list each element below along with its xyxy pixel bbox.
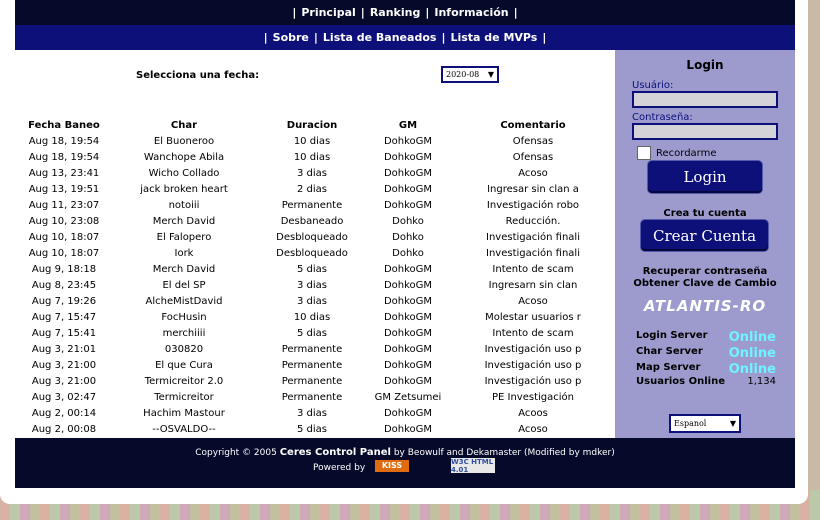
user-label: Usuário:: [632, 80, 674, 91]
cell-duracion: [261, 149, 363, 165]
cell-char-text: Hachim Mastour: [143, 407, 225, 419]
nav-lista-baneados[interactable]: Lista de Baneados: [322, 31, 437, 44]
cell-gm: [363, 197, 453, 213]
date-filter-label: Selecciona una fecha:: [136, 70, 260, 81]
remember-label: Recordarme: [656, 148, 717, 159]
cell-fecha-text: Aug 18, 19:54: [28, 135, 100, 147]
cell-char-text: 030820: [164, 343, 204, 355]
cell-char-text: El Falopero: [156, 231, 212, 243]
cell-duracion: [261, 197, 363, 213]
cell-char: [107, 293, 261, 309]
table-row: [21, 133, 613, 149]
cell-gm-text: DohkoGM: [383, 199, 433, 211]
cell-comentario-text: Investigación uso p: [484, 343, 582, 355]
cell-comentario-text: Acoos: [518, 407, 548, 419]
nav-separator: |: [360, 6, 365, 19]
cell-comentario: [453, 261, 613, 277]
server-status-map: [636, 362, 776, 377]
nav-separator: |: [263, 31, 268, 44]
cell-gm-text: DohkoGM: [383, 151, 433, 163]
cell-char: [107, 261, 261, 277]
cell-fecha-text: Aug 7, 15:41: [31, 327, 97, 339]
users-online-count: 1,134: [747, 376, 776, 387]
cell-gm: [363, 213, 453, 229]
cell-comentario-text: Ingresarn sin clan: [488, 279, 578, 291]
cell-char: [107, 213, 261, 229]
cell-duracion: [261, 373, 363, 389]
cell-gm: [363, 325, 453, 341]
login-button[interactable]: Login: [648, 161, 762, 193]
server-status-login: [636, 330, 776, 345]
password-input[interactable]: [632, 123, 778, 140]
cell-gm: [363, 229, 453, 245]
cell-comentario-text: Reducción.: [505, 215, 561, 227]
cell-duracion-text: Permanente: [281, 375, 343, 387]
cell-fecha: [21, 165, 107, 181]
cell-gm-text: DohkoGM: [383, 343, 433, 355]
cell-fecha-text: Aug 11, 23:07: [28, 199, 100, 211]
table-row: [21, 325, 613, 341]
date-select[interactable]: [441, 66, 499, 83]
cell-comentario: [453, 245, 613, 261]
cell-gm: [363, 181, 453, 197]
cell-char-text: Wanchope Abila: [143, 151, 225, 163]
cell-duracion-text: 10 dias: [293, 135, 331, 147]
password-label: Contraseña:: [632, 112, 693, 123]
nav-separator: |: [425, 6, 430, 19]
server-name: Map Server: [636, 362, 701, 373]
table-row: [21, 341, 613, 357]
language-select-value: Espanol: [674, 419, 707, 428]
server-name: Char Server: [636, 346, 703, 357]
cell-duracion-text: 5 dias: [296, 263, 327, 275]
cell-duracion: [261, 261, 363, 277]
cell-char-text: FocHusin: [161, 311, 207, 323]
header-comentario: Comentario: [500, 120, 566, 131]
cell-duracion: [261, 309, 363, 325]
cell-char-text: merchiiii: [162, 327, 206, 339]
table-row: [21, 293, 613, 309]
cell-duracion-text: 10 dias: [293, 151, 331, 163]
cell-duracion: [261, 277, 363, 293]
cell-char: [107, 357, 261, 373]
cell-comentario-text: Intento de scam: [492, 327, 574, 339]
cell-duracion: [261, 213, 363, 229]
cell-duracion: [261, 421, 363, 437]
cell-char-text: Termicreitor: [154, 391, 214, 403]
cell-comentario-text: Acoso: [518, 295, 548, 307]
cell-fecha: [21, 325, 107, 341]
sub-nav: [15, 25, 795, 50]
table-header-row: [21, 118, 613, 133]
cell-duracion: [261, 325, 363, 341]
cell-char-text: AlcheMistDavid: [145, 295, 223, 307]
cell-fecha: [21, 341, 107, 357]
cell-duracion: [261, 293, 363, 309]
cell-char: [107, 309, 261, 325]
cell-fecha-text: Aug 18, 19:54: [28, 151, 100, 163]
cell-char-text: Wicho Collado: [148, 167, 220, 179]
cell-duracion-text: 5 dias: [296, 327, 327, 339]
cell-fecha: [21, 389, 107, 405]
server-status: Online: [728, 362, 776, 377]
server-status: Online: [728, 346, 776, 361]
cell-fecha-text: Aug 7, 19:26: [31, 295, 97, 307]
cell-comentario: [453, 181, 613, 197]
cell-char-text: Merch David: [152, 263, 216, 275]
cell-duracion: [261, 181, 363, 197]
table-row: [21, 389, 613, 405]
cell-fecha-text: Aug 9, 18:18: [31, 263, 97, 275]
cell-comentario-text: Acoso: [518, 167, 548, 179]
cell-gm-text: DohkoGM: [383, 311, 433, 323]
table-row: [21, 245, 613, 261]
cell-char: [107, 149, 261, 165]
header-char: Char: [170, 120, 198, 131]
nav-separator: |: [441, 31, 446, 44]
table-row: [21, 421, 613, 437]
cell-gm: [363, 133, 453, 149]
cell-gm: [363, 261, 453, 277]
cell-duracion-text: 5 dias: [296, 423, 327, 435]
server-name: Login Server: [636, 330, 708, 341]
recover-links: [615, 266, 795, 290]
cell-comentario: [453, 213, 613, 229]
cell-comentario: [453, 405, 613, 421]
cell-char: [107, 229, 261, 245]
header-fecha: Fecha Baneo: [28, 120, 100, 131]
cell-duracion: [261, 341, 363, 357]
cell-char: [107, 165, 261, 181]
cell-gm: [363, 277, 453, 293]
cell-comentario-text: Investigación uso p: [484, 359, 582, 371]
cell-fecha: [21, 421, 107, 437]
cell-char-text: jack broken heart: [140, 183, 228, 195]
cell-comentario: [453, 309, 613, 325]
cell-gm-text: DohkoGM: [383, 167, 433, 179]
cell-fecha-text: Aug 3, 21:01: [31, 343, 97, 355]
nav-separator: |: [542, 31, 547, 44]
cell-duracion-text: Desbloqueado: [276, 231, 348, 243]
cell-duracion-text: 2 dias: [296, 183, 327, 195]
cell-char-text: El que Cura: [155, 359, 213, 371]
nav-lista-mvps[interactable]: Lista de MVPs: [450, 31, 538, 44]
cell-comentario: [453, 373, 613, 389]
server-status: Online: [728, 330, 776, 345]
cell-fecha-text: Aug 3, 21:00: [31, 375, 97, 387]
nav-separator: |: [513, 6, 518, 19]
cell-char: [107, 245, 261, 261]
cell-fecha: [21, 149, 107, 165]
cell-gm: [363, 389, 453, 405]
cell-char-text: --OSVALDO--: [152, 423, 216, 435]
table-row: [21, 229, 613, 245]
cell-fecha-text: Aug 3, 21:00: [31, 359, 97, 371]
cell-comentario: [453, 277, 613, 293]
nav-ranking[interactable]: Ranking: [369, 6, 421, 19]
cell-fecha-text: Aug 3, 02:47: [31, 391, 97, 403]
recover-password-link[interactable]: Recuperar contraseña: [642, 266, 768, 277]
nav-separator: |: [292, 6, 297, 19]
cell-fecha: [21, 133, 107, 149]
users-online: [636, 376, 776, 387]
copyright-prefix: Copyright © 2005: [195, 448, 277, 458]
cell-fecha: [21, 229, 107, 245]
cell-char-text: Termicreitor 2.0: [144, 375, 224, 387]
cell-gm: [363, 245, 453, 261]
cell-comentario-text: Investigación uso p: [484, 375, 582, 387]
cell-duracion-text: Permanente: [281, 391, 343, 403]
cell-char: [107, 405, 261, 421]
atlantis-logo: ATLANTIS-RO: [643, 297, 767, 315]
cell-duracion-text: Permanente: [281, 343, 343, 355]
table-row: [21, 261, 613, 277]
cell-comentario: [453, 133, 613, 149]
login-title: Login: [686, 58, 724, 72]
cell-fecha: [21, 197, 107, 213]
chevron-down-icon: ▼: [487, 70, 494, 79]
cell-comentario: [453, 165, 613, 181]
remember-checkbox[interactable]: [637, 146, 651, 160]
cell-duracion: [261, 405, 363, 421]
cell-fecha-text: Aug 13, 23:41: [28, 167, 100, 179]
cell-duracion-text: 3 dias: [296, 407, 327, 419]
top-nav: [15, 0, 795, 25]
cell-fecha-text: Aug 7, 15:47: [31, 311, 97, 323]
cell-fecha-text: Aug 13, 19:51: [28, 183, 100, 195]
server-status-char: [636, 346, 776, 361]
cell-fecha: [21, 309, 107, 325]
create-account-button[interactable]: Crear Cuenta: [641, 220, 768, 251]
cell-comentario: [453, 421, 613, 437]
cell-gm: [363, 373, 453, 389]
cell-comentario-text: Investigación finali: [486, 247, 580, 259]
cell-comentario: [453, 389, 613, 405]
cell-duracion: [261, 165, 363, 181]
cell-fecha: [21, 181, 107, 197]
cell-comentario: [453, 229, 613, 245]
cell-char: [107, 341, 261, 357]
cell-duracion-text: Permanente: [281, 199, 343, 211]
cell-char: [107, 277, 261, 293]
cell-comentario-text: Intento de scam: [492, 263, 574, 275]
cell-duracion: [261, 389, 363, 405]
copyright-suffix: by Beowulf and Dekamaster (Modified by mdker): [393, 448, 615, 458]
table-row: [21, 405, 613, 421]
cell-gm: [363, 405, 453, 421]
ban-table: [21, 118, 613, 437]
table-row: [21, 197, 613, 213]
cell-fecha: [21, 357, 107, 373]
cell-fecha: [21, 293, 107, 309]
cell-fecha-text: Aug 8, 23:45: [31, 279, 97, 291]
cell-char: [107, 421, 261, 437]
cell-duracion-text: Desbloqueado: [276, 247, 348, 259]
cell-gm-text: DohkoGM: [383, 183, 433, 195]
cell-comentario: [453, 357, 613, 373]
cell-gm-text: DohkoGM: [383, 279, 433, 291]
cell-gm-text: DohkoGM: [383, 423, 433, 435]
username-input[interactable]: [632, 91, 778, 108]
cell-gm: [363, 341, 453, 357]
cell-char: [107, 389, 261, 405]
table-row: [21, 165, 613, 181]
cell-comentario-text: Molestar usuarios r: [485, 311, 581, 323]
cell-comentario-text: Investigación robo: [486, 199, 580, 211]
nav-informacion[interactable]: Información: [434, 6, 509, 19]
cell-gm-text: DohkoGM: [383, 327, 433, 339]
cell-gm-text: Dohko: [392, 215, 424, 227]
cell-comentario-text: PE Investigación: [491, 391, 574, 403]
cell-fecha-text: Aug 10, 23:08: [28, 215, 100, 227]
copyright: [15, 447, 795, 458]
table-row: [21, 213, 613, 229]
nav-principal[interactable]: Principal: [301, 6, 356, 19]
w3c-badge[interactable]: W3C HTML 4.01: [451, 457, 494, 474]
cell-gm-text: Dohko: [392, 247, 424, 259]
cell-fecha: [21, 405, 107, 421]
powered-by: Powered by: [313, 463, 366, 473]
cell-gm-text: DohkoGM: [383, 263, 433, 275]
cell-fecha: [21, 261, 107, 277]
cell-gm: [363, 309, 453, 325]
cell-char: [107, 133, 261, 149]
cell-fecha-text: Aug 10, 18:07: [28, 247, 100, 259]
cell-fecha: [21, 213, 107, 229]
login-sidebar: [615, 50, 795, 438]
cell-duracion: [261, 133, 363, 149]
create-account-label: Crea tu cuenta: [663, 208, 747, 219]
cell-duracion-text: 3 dias: [296, 167, 327, 179]
date-select-value: 2020-08: [446, 70, 480, 79]
cell-char-text: Merch David: [152, 215, 216, 227]
cell-fecha-text: Aug 2, 00:08: [31, 423, 97, 435]
cell-fecha-text: Aug 10, 18:07: [28, 231, 100, 243]
cell-comentario: [453, 149, 613, 165]
cell-comentario-text: Ofensas: [512, 151, 554, 163]
cell-comentario-text: Ingresar sin clan a: [487, 183, 579, 195]
product-name: Ceres Control Panel: [279, 447, 391, 458]
cell-gm: [363, 357, 453, 373]
cell-comentario-text: Acoso: [518, 423, 548, 435]
cell-duracion-text: 10 dias: [293, 311, 331, 323]
change-key-link[interactable]: Obtener Clave de Cambio: [633, 278, 777, 289]
cell-comentario-text: Ofensas: [512, 135, 554, 147]
cell-duracion: [261, 245, 363, 261]
cell-char: [107, 181, 261, 197]
table-row: [21, 357, 613, 373]
footer: [15, 438, 795, 488]
header-gm: GM: [398, 120, 418, 131]
cell-duracion-text: Desbaneado: [280, 215, 344, 227]
cell-comentario: [453, 197, 613, 213]
cell-char: [107, 197, 261, 213]
cell-duracion-text: Permanente: [281, 359, 343, 371]
cell-fecha: [21, 245, 107, 261]
table-row: [21, 181, 613, 197]
cell-fecha: [21, 277, 107, 293]
cell-comentario-text: Investigación finali: [486, 231, 580, 243]
cell-gm-text: GM Zetsumei: [374, 391, 442, 403]
table-body: [21, 133, 613, 437]
table-row: [21, 373, 613, 389]
language-select[interactable]: [669, 414, 741, 433]
cell-fecha: [21, 373, 107, 389]
cell-duracion: [261, 229, 363, 245]
cell-gm: [363, 421, 453, 437]
cell-gm: [363, 293, 453, 309]
users-online-label: Usuarios Online: [636, 376, 725, 387]
nav-separator: |: [313, 31, 318, 44]
header-duracion: Duracion: [286, 120, 338, 131]
cell-gm-text: DohkoGM: [383, 359, 433, 371]
cell-comentario: [453, 293, 613, 309]
table-row: [21, 277, 613, 293]
cell-char-text: El del SP: [162, 279, 206, 291]
cell-char-text: Iork: [174, 247, 194, 259]
table-row: [21, 309, 613, 325]
cell-gm: [363, 165, 453, 181]
cell-gm-text: DohkoGM: [383, 295, 433, 307]
main-content: [15, 50, 615, 438]
cell-char: [107, 373, 261, 389]
cell-fecha-text: Aug 2, 00:14: [31, 407, 97, 419]
cell-gm-text: DohkoGM: [383, 135, 433, 147]
cell-duracion-text: 3 dias: [296, 295, 327, 307]
chevron-down-icon: ▼: [729, 419, 736, 428]
cell-gm-text: DohkoGM: [383, 407, 433, 419]
cell-char-text: notoiii: [168, 199, 200, 211]
cell-char-text: El Buoneroo: [153, 135, 215, 147]
cell-gm-text: Dohko: [392, 231, 424, 243]
cell-gm: [363, 149, 453, 165]
nav-sobre[interactable]: Sobre: [272, 31, 309, 44]
cell-char: [107, 325, 261, 341]
cell-duracion: [261, 357, 363, 373]
cell-comentario: [453, 325, 613, 341]
cell-comentario: [453, 341, 613, 357]
cell-duracion-text: 3 dias: [296, 279, 327, 291]
kiss-badge[interactable]: KISS: [375, 460, 409, 472]
cell-gm-text: DohkoGM: [383, 375, 433, 387]
table-row: [21, 149, 613, 165]
